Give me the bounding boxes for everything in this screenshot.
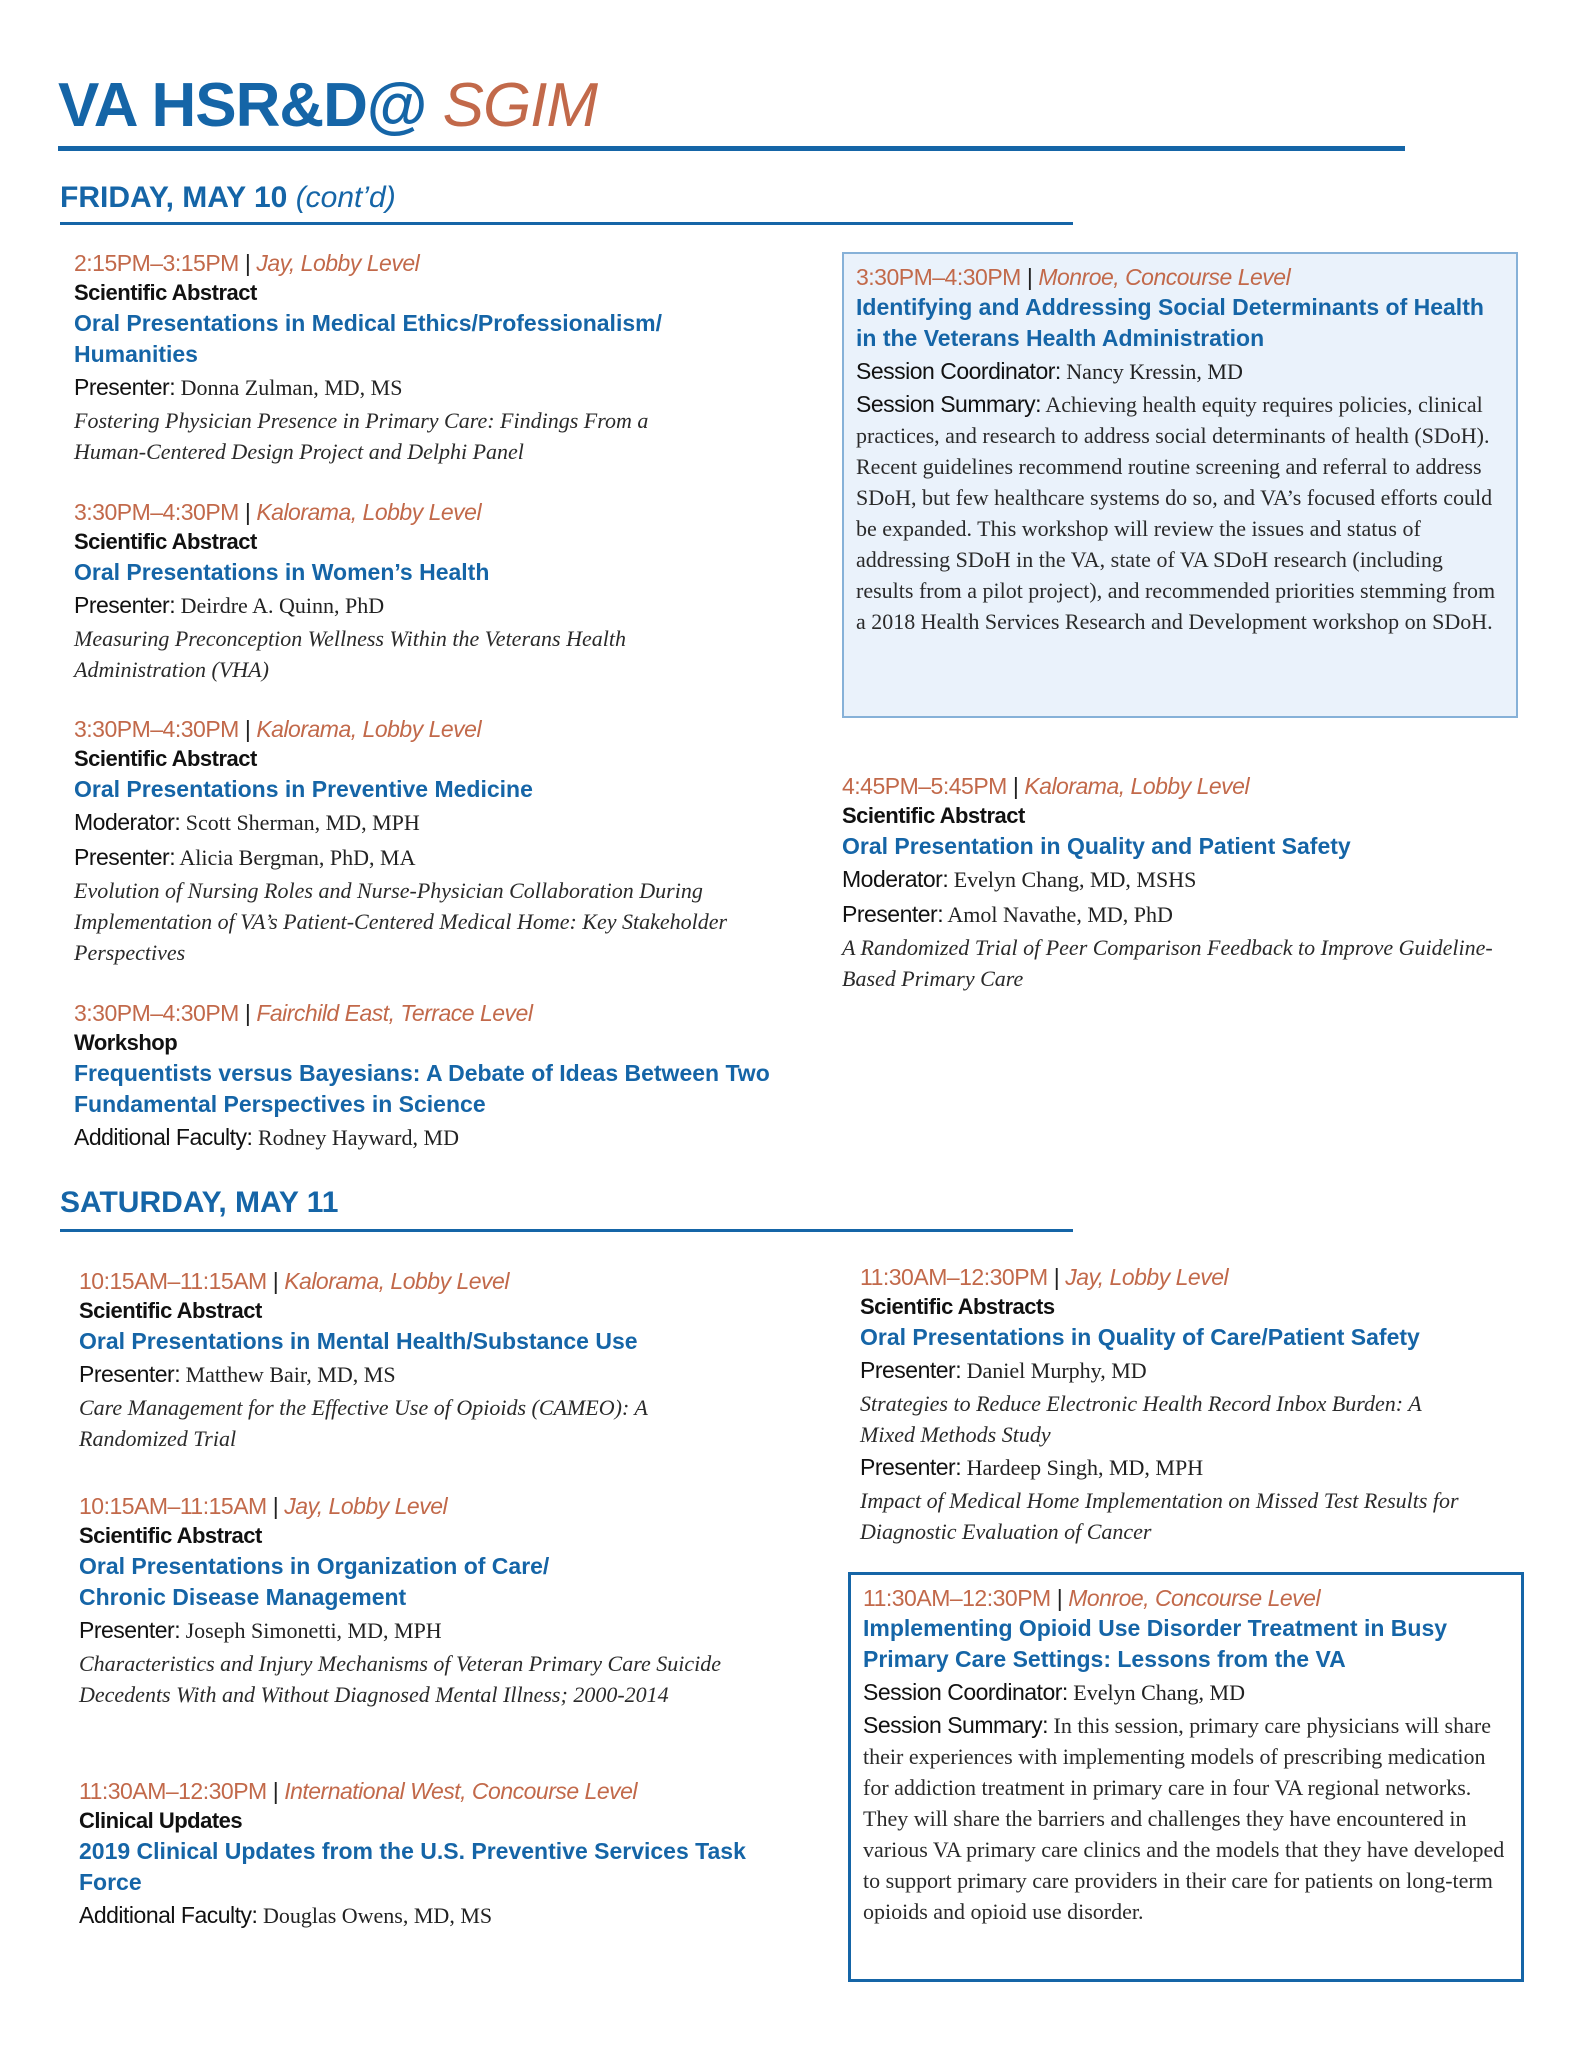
session-location: Jay, Lobby Level xyxy=(256,250,420,276)
role-label: Presenter: xyxy=(79,1617,181,1643)
session-title: Implementing Opioid Use Disorder Treatment in Busy Primary Care Settings: Lessons from the VA xyxy=(863,1615,1448,1672)
person-name: Joseph Simonetti, MD, MPH xyxy=(185,1618,442,1643)
session-entry xyxy=(860,1262,1520,1547)
person-name: Scott Sherman, MD, MPH xyxy=(185,810,420,835)
role-label: Session Coordinator: xyxy=(863,1679,1068,1705)
session-summary-box xyxy=(848,1572,1524,1982)
faculty-line xyxy=(79,1898,799,1933)
session-time: 2:15PM–3:15PM xyxy=(74,250,239,276)
role-label: Presenter: xyxy=(860,1357,962,1383)
session-title: 2019 Clinical Updates from the U.S. Preventive Services Task Force xyxy=(79,1838,746,1895)
session-entry xyxy=(79,1491,769,1710)
session-time: 10:15AM–11:15AM xyxy=(79,1493,267,1519)
summary-text: In this session, primary care physicians will share their experiences with implementing models of prescribing medication for addiction treatment in primary care in four VA regional networks. They will share the barriers and challenges they have encountered in various VA primary care clinics and the models that they have developed to support primary care providers in their care for patients on long-term opioids and opioid use disorder. xyxy=(863,1713,1505,1924)
session-title: Oral Presentation in Quality and Patient Safety xyxy=(842,833,1351,859)
person-name: Deirdre A. Quinn, PhD xyxy=(180,593,385,618)
session-entry xyxy=(79,1266,759,1454)
session-type: Scientific Abstract xyxy=(79,1523,262,1548)
summary-label: Session Summary: xyxy=(856,391,1042,417)
session-time: 3:30PM–4:30PM xyxy=(856,264,1021,290)
session-entry xyxy=(74,714,794,968)
session-time-location: 11:30AM–12:30PM | Jay, Lobby Level xyxy=(860,1264,1229,1290)
role-label: Additional Faculty: xyxy=(79,1902,258,1928)
session-location: International West, Concourse Level xyxy=(284,1778,638,1804)
presentation-title: Care Management for the Effective Use of Opioids (CAMEO): A Randomized Trial xyxy=(79,1395,648,1451)
coordinator-line xyxy=(856,354,1504,389)
saturday-rule xyxy=(60,1229,1073,1232)
session-location: Monroe, Concourse Level xyxy=(1068,1585,1321,1611)
session-type: Scientific Abstract xyxy=(74,280,257,305)
friday-heading-cont: (cont’d) xyxy=(295,181,396,214)
session-location: Kalorama, Lobby Level xyxy=(1024,773,1250,799)
session-time: 11:30AM–12:30PM xyxy=(863,1585,1051,1611)
session-title: Oral Presentations in Women’s Health xyxy=(74,559,490,585)
session-entry xyxy=(74,998,794,1155)
role-label: Presenter: xyxy=(74,844,176,870)
title-accent: SGIM xyxy=(426,71,598,140)
person-name: Rodney Hayward, MD xyxy=(257,1125,459,1150)
presenter-line xyxy=(74,370,754,405)
presenter-line xyxy=(860,1450,1520,1485)
session-time-location: 3:30PM–4:30PM | Monroe, Concourse Level xyxy=(856,264,1291,290)
presentation-title: Characteristics and Injury Mechanisms of Veteran Primary Care Suicide Decedents With and Without Diagnosed Mental Illness; 2000-2014 xyxy=(79,1651,721,1707)
session-title: Oral Presentations in Preventive Medicine xyxy=(74,776,533,802)
presentation-title: A Randomized Trial of Peer Comparison Feedback to Improve Guideline-Based Primary Care xyxy=(842,935,1493,991)
session-title: Oral Presentations in Mental Health/Substance Use xyxy=(79,1328,638,1354)
session-entry xyxy=(842,771,1502,994)
session-time-location: 2:15PM–3:15PM | Jay, Lobby Level xyxy=(74,250,420,276)
moderator-line xyxy=(74,805,794,840)
session-time: 11:30AM–12:30PM xyxy=(860,1264,1048,1290)
session-type: Scientific Abstract xyxy=(74,529,257,554)
person-name: Evelyn Chang, MD xyxy=(1073,1680,1245,1705)
session-location: Fairchild East, Terrace Level xyxy=(256,1000,533,1026)
person-name: Daniel Murphy, MD xyxy=(966,1358,1147,1383)
friday-rule xyxy=(60,222,1073,225)
role-label: Presenter: xyxy=(860,1454,962,1480)
person-name: Hardeep Singh, MD, MPH xyxy=(966,1455,1204,1480)
person-name: Matthew Bair, MD, MS xyxy=(185,1362,396,1387)
session-time-location: 11:30AM–12:30PM | Monroe, Concourse Level xyxy=(863,1585,1321,1611)
session-time: 3:30PM–4:30PM xyxy=(74,1000,239,1026)
session-entry xyxy=(74,497,754,685)
session-time-location: 3:30PM–4:30PM | Kalorama, Lobby Level xyxy=(74,716,482,742)
role-label: Moderator: xyxy=(842,866,949,892)
presentation-title: Impact of Medical Home Implementation on Missed Test Results for Diagnostic Evaluation of Cancer xyxy=(860,1488,1459,1544)
friday-heading-text: FRIDAY, MAY 10 xyxy=(60,181,288,214)
session-time-location: 10:15AM–11:15AM | Jay, Lobby Level xyxy=(79,1493,448,1519)
role-label: Presenter: xyxy=(79,1361,181,1387)
session-time-location: 11:30AM–12:30PM | International West, Concourse Level xyxy=(79,1778,638,1804)
moderator-line xyxy=(842,862,1502,897)
role-label: Session Coordinator: xyxy=(856,358,1061,384)
session-summary-box xyxy=(842,252,1518,718)
session-type: Scientific Abstract xyxy=(842,803,1025,828)
presenter-line xyxy=(74,588,754,623)
presenter-line xyxy=(79,1613,769,1648)
session-time: 11:30AM–12:30PM xyxy=(79,1778,267,1804)
presentation-title: Evolution of Nursing Roles and Nurse-Physician Collaboration During Implementation of VA’s Patient-Centered Medical Home: Key Stakeholder Perspectives xyxy=(74,878,728,965)
session-time-location: 10:15AM–11:15AM | Kalorama, Lobby Level xyxy=(79,1268,509,1294)
session-type: Workshop xyxy=(74,1030,178,1055)
header-rule xyxy=(58,146,1405,151)
session-type: Clinical Updates xyxy=(79,1808,243,1833)
person-name: Douglas Owens, MD, MS xyxy=(262,1903,493,1928)
session-entry xyxy=(74,248,754,467)
friday-heading xyxy=(60,180,396,216)
person-name: Evelyn Chang, MD, MSHS xyxy=(953,867,1197,892)
session-time: 4:45PM–5:45PM xyxy=(842,773,1007,799)
presenter-line xyxy=(860,1353,1520,1388)
presenter-line xyxy=(74,840,794,875)
session-type: Scientific Abstract xyxy=(79,1298,262,1323)
session-location: Jay, Lobby Level xyxy=(1065,1264,1229,1290)
role-label: Moderator: xyxy=(74,809,181,835)
presentation-title: Strategies to Reduce Electronic Health Record Inbox Burden: A Mixed Methods Study xyxy=(860,1391,1422,1447)
presentation-title: Measuring Preconception Wellness Within the Veterans Health Administration (VHA) xyxy=(74,626,626,682)
summary-text: Achieving health equity requires policies, clinical practices, and research to address social determinants of health (SDoH). Recent guidelines recommend routine screening and referral to address SDoH, but few healthcare systems do so, and VA’s focused efforts could be expanded. This workshop will review the issues and status of addressing SDoH in the VA, state of VA SDoH research (including results from a pilot project), and recommended priorities stemming from a 2018 Health Services Research and Development workshop on SDoH. xyxy=(856,392,1496,634)
session-time-location: 3:30PM–4:30PM | Fairchild East, Terrace Level xyxy=(74,1000,533,1026)
session-type: Scientific Abstracts xyxy=(860,1294,1055,1319)
person-name: Nancy Kressin, MD xyxy=(1066,359,1243,384)
session-title: Frequentists versus Bayesians: A Debate of Ideas Between Two Fundamental Perspectives in Science xyxy=(74,1060,770,1117)
session-location: Kalorama, Lobby Level xyxy=(256,499,482,525)
page-title xyxy=(58,70,597,142)
session-title: Oral Presentations in Medical Ethics/Professionalism/ Humanities xyxy=(74,310,662,367)
faculty-line xyxy=(74,1120,794,1155)
presenter-line xyxy=(79,1357,759,1392)
presentation-title: Fostering Physician Presence in Primary Care: Findings From a Human-Centered Design Project and Delphi Panel xyxy=(74,408,649,464)
session-location: Monroe, Concourse Level xyxy=(1038,264,1291,290)
session-type: Scientific Abstract xyxy=(74,746,257,771)
session-location: Kalorama, Lobby Level xyxy=(256,716,482,742)
session-time: 3:30PM–4:30PM xyxy=(74,716,239,742)
saturday-heading-text: SATURDAY, MAY 11 xyxy=(60,1186,339,1219)
session-summary xyxy=(856,389,1504,637)
role-label: Additional Faculty: xyxy=(74,1124,253,1150)
session-time: 3:30PM–4:30PM xyxy=(74,499,239,525)
presenter-line xyxy=(842,897,1502,932)
role-label: Presenter: xyxy=(842,901,944,927)
session-location: Jay, Lobby Level xyxy=(284,1493,448,1519)
session-time: 10:15AM–11:15AM xyxy=(79,1268,267,1294)
coordinator-line xyxy=(863,1675,1509,1710)
session-title: Oral Presentations in Quality of Care/Patient Safety xyxy=(860,1324,1420,1350)
summary-label: Session Summary: xyxy=(863,1712,1049,1738)
session-title: Identifying and Addressing Social Determinants of Health in the Veterans Health Administration xyxy=(856,294,1484,351)
person-name: Alicia Bergman, PhD, MA xyxy=(179,845,416,870)
session-summary xyxy=(863,1710,1509,1927)
role-label: Presenter: xyxy=(74,374,176,400)
session-time-location: 3:30PM–4:30PM | Kalorama, Lobby Level xyxy=(74,499,482,525)
session-title: Oral Presentations in Organization of Care/ Chronic Disease Management xyxy=(79,1553,550,1610)
role-label: Presenter: xyxy=(74,592,176,618)
saturday-heading xyxy=(60,1185,338,1221)
title-main: VA HSR&D@ xyxy=(58,71,427,140)
session-time-location: 4:45PM–5:45PM | Kalorama, Lobby Level xyxy=(842,773,1250,799)
session-location: Kalorama, Lobby Level xyxy=(284,1268,509,1294)
person-name: Amol Navathe, MD, PhD xyxy=(947,902,1173,927)
person-name: Donna Zulman, MD, MS xyxy=(180,375,403,400)
session-entry xyxy=(79,1776,799,1933)
